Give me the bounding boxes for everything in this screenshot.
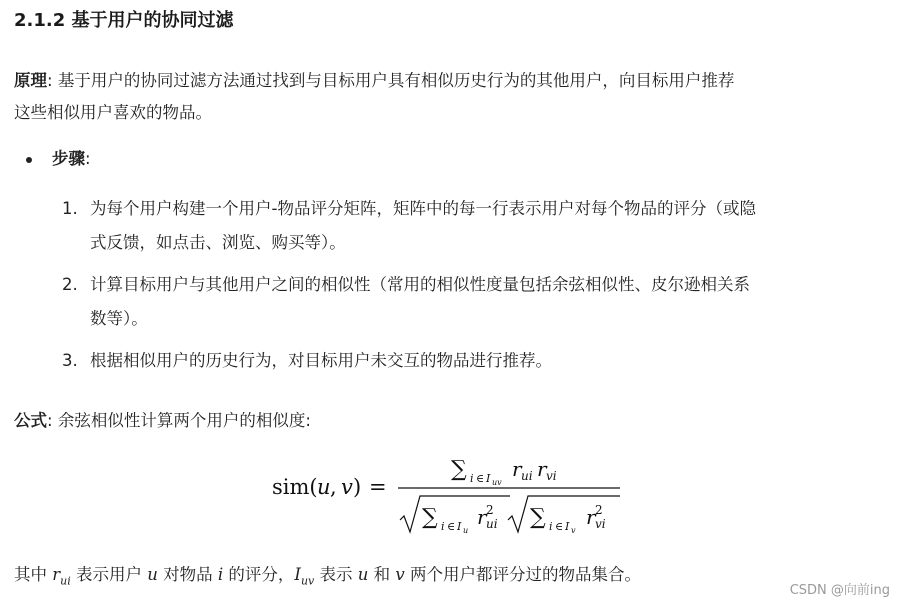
list-item-text-line1: 根据相似用户的历史行为，对目标用户未交互的物品进行推荐。 (90, 351, 552, 370)
formula-paragraph (14, 406, 311, 436)
list-item-text-line1: 为每个用户构建一个用户-物品评分矩阵，矩阵中的每一行表示用户对每个物品的评分（或隐 (90, 199, 756, 218)
math-r-ui: $r_{ui}$ (52, 565, 71, 588)
formula-lhs (272, 475, 387, 499)
svg-text:u: u (463, 526, 469, 535)
steps-sep: : (85, 149, 91, 168)
principle-paragraph-line1 (14, 66, 734, 96)
math-I-uv: $I_{uv}$ (294, 565, 315, 588)
cosine-similarity-formula (14, 452, 886, 538)
svg-text:i: i (441, 520, 445, 533)
list-item-number: 1. (62, 199, 78, 218)
svg-text:=: = (369, 475, 387, 499)
explanation-paragraph (14, 560, 641, 596)
svg-text:): ) (353, 475, 362, 499)
svg-text:i: i (470, 472, 474, 485)
svg-text:v: v (571, 526, 576, 535)
principle-text-line2: 这些相似用户喜欢的物品。 (14, 103, 212, 122)
csdn-watermark: CSDN @向前ing (789, 583, 890, 598)
formula-label: 公式 (14, 411, 47, 430)
svg-text:vi: vi (546, 469, 557, 483)
svg-text:I: I (457, 520, 462, 533)
svg-text:r: r (586, 505, 596, 529)
list-item-number: 3. (62, 351, 78, 370)
formula-numerator (451, 457, 557, 487)
explanation-text: 表示 (319, 565, 353, 584)
math-v: v (395, 565, 405, 584)
svg-text:r: r (512, 457, 522, 481)
svg-text:r: r (477, 505, 487, 529)
svg-text:sim(: sim( (272, 475, 318, 499)
explanation-text: 其中 (14, 565, 47, 584)
principle-label: 原理 (14, 71, 47, 90)
formula-denominator (400, 496, 620, 535)
svg-text:∈: ∈ (447, 520, 456, 533)
list-item-number: 2. (62, 275, 78, 294)
svg-text:I: I (486, 472, 491, 485)
list-item-text-line2: 式反馈，如点击、浏览、购买等）。 (90, 233, 346, 252)
math-u: u (147, 565, 158, 584)
formula-desc: 余弦相似性计算两个用户的相似度: (57, 411, 311, 430)
svg-text:r: r (537, 457, 547, 481)
bullet-dot (26, 157, 32, 163)
explanation-text: 两个用户都评分过的物品集合。 (409, 565, 641, 584)
svg-text:uv: uv (492, 478, 502, 487)
svg-text:u: u (317, 475, 331, 499)
svg-text:i: i (549, 520, 553, 533)
svg-text:I: I (565, 520, 570, 533)
svg-text:∈: ∈ (476, 472, 485, 485)
explanation-text: 表示用户 (76, 565, 142, 584)
svg-text:ui: ui (486, 517, 498, 531)
math-u: u (357, 565, 369, 584)
formula-sep: : (47, 411, 53, 430)
math-i: i (217, 565, 224, 584)
section-heading: 2.1.2 基于用户的协同过滤 (14, 10, 234, 31)
svg-text:2: 2 (486, 503, 494, 517)
svg-text:∑: ∑ (530, 505, 546, 530)
svg-text:,: , (330, 475, 337, 499)
svg-text:2: 2 (595, 503, 603, 517)
explanation-text: 对物品 (163, 565, 213, 584)
list-item-text-line1: 计算目标用户与其他用户之间的相似性（常用的相似性度量包括余弦相似性、皮尔逊相关系 (90, 275, 750, 294)
svg-text:v: v (341, 475, 353, 499)
svg-text:∈: ∈ (555, 520, 564, 533)
svg-text:ui: ui (521, 469, 533, 483)
list-item-text-line2: 数等）。 (90, 309, 148, 328)
principle-paragraph-line2 (14, 98, 212, 128)
explanation-text: 和 (373, 565, 391, 584)
svg-text:vi: vi (595, 517, 606, 531)
explanation-text: 的评分， (228, 565, 295, 584)
principle-sep: : (47, 71, 53, 90)
steps-heading (52, 144, 91, 174)
svg-text:∑: ∑ (451, 457, 467, 482)
svg-text:∑: ∑ (422, 505, 438, 530)
principle-text-line1: 基于用户的协同过滤方法通过找到与目标用户具有相似历史行为的其他用户，向目标用户推荐 (57, 71, 735, 90)
steps-label: 步骤 (52, 149, 85, 168)
